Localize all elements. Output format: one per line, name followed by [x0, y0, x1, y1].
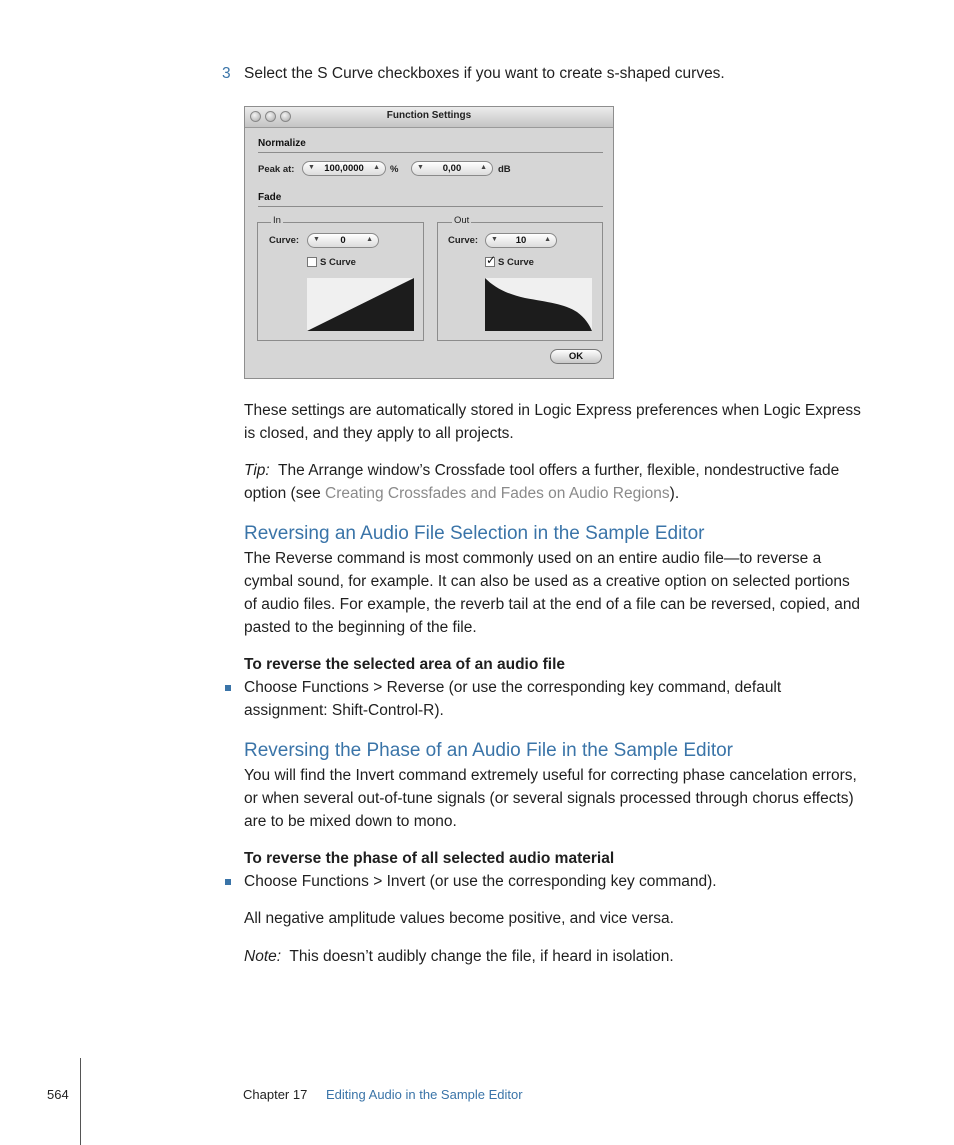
- bullet-icon: [225, 685, 231, 691]
- section2-line2: or when several out-of-tune signals (or several signals processed through chorus effects): [244, 790, 854, 807]
- in-curve-value: 0: [340, 235, 346, 246]
- section2-line1: You will find the Invert command extremely useful for correcting phase cancelation errors,: [244, 767, 857, 784]
- in-curve-stepper[interactable]: [307, 233, 379, 248]
- step-text: Select the S Curve checkboxes if you want to create s-shaped curves.: [244, 65, 725, 82]
- arrow-down-icon[interactable]: ▼: [417, 164, 424, 171]
- tip-text-pre: option (see: [244, 485, 325, 502]
- arrow-up-icon[interactable]: ▲: [373, 164, 380, 171]
- percent-unit: %: [390, 164, 399, 175]
- section1-task-heading: To reverse the selected area of an audio file: [244, 656, 566, 673]
- peak-label: Peak at:: [258, 164, 295, 175]
- fade-in-label: In: [273, 215, 281, 226]
- tip-line2: [244, 482, 679, 505]
- section1-line4: pasted to the beginning of the file.: [244, 619, 477, 636]
- arrow-down-icon[interactable]: ▼: [313, 236, 320, 243]
- in-scurve-checkbox[interactable]: [307, 257, 317, 267]
- fade-out-group: [437, 215, 603, 341]
- footer-chapter: Chapter 17: [243, 1087, 308, 1102]
- tip-line1: [244, 459, 839, 482]
- section1-line3: of audio files. For example, the reverb tail at the end of a file can be reversed, copied, and: [244, 596, 861, 613]
- footer-divider: [80, 1058, 81, 1145]
- tip-text-line1: The Arrange window’s Crossfade tool offers a further, flexible, nondestructive fade: [278, 462, 840, 479]
- dialog-titlebar: [245, 107, 613, 128]
- in-scurve-label: S Curve: [320, 257, 356, 268]
- normalize-label: Normalize: [258, 138, 306, 149]
- page-number: 564: [47, 1087, 69, 1102]
- in-curve-label: Curve:: [269, 235, 300, 246]
- fade-divider: [258, 206, 603, 207]
- out-curve-label: Curve:: [448, 235, 479, 246]
- fade-label: Fade: [258, 192, 282, 203]
- peak-value: 100,0000: [324, 163, 364, 174]
- out-curve-value: 10: [515, 235, 527, 246]
- peak-value-stepper[interactable]: [302, 161, 386, 176]
- settings-paragraph-line2: is closed, and they apply to all projects.: [244, 425, 514, 442]
- section-heading-reverse: Reversing an Audio File Selection in the Sample Editor: [244, 523, 705, 544]
- dialog-title: Function Settings: [386, 110, 472, 121]
- step-line: [222, 62, 231, 85]
- fade-out-curve-preview: [485, 278, 592, 331]
- db-value: 0,00: [442, 163, 462, 174]
- arrow-down-icon[interactable]: ▼: [491, 236, 498, 243]
- out-scurve-label: S Curve: [498, 257, 534, 268]
- settings-paragraph-line1: These settings are automatically stored in Logic Express preferences when Logic Express: [244, 402, 861, 419]
- section2-after-text: All negative amplitude values become positive, and vice versa.: [244, 910, 674, 927]
- db-unit: dB: [498, 164, 511, 175]
- section2-task-heading: To reverse the phase of all selected audio material: [244, 850, 615, 867]
- checkmark-icon: ✓: [486, 253, 497, 267]
- function-settings-dialog: [244, 106, 614, 379]
- fade-in-curve-preview: [307, 278, 414, 331]
- fade-in-group: [257, 215, 424, 341]
- arrow-down-icon[interactable]: ▼: [308, 164, 315, 171]
- arrow-up-icon[interactable]: ▲: [544, 236, 551, 243]
- section1-line1: The Reverse command is most commonly used on an entire audio file—to reverse a: [244, 550, 822, 567]
- db-value-stepper[interactable]: [411, 161, 493, 176]
- out-curve-stepper[interactable]: [485, 233, 557, 248]
- footer-chapter-title: Editing Audio in the Sample Editor: [326, 1087, 523, 1102]
- crossfades-link[interactable]: Creating Crossfades and Fades on Audio Regions: [325, 485, 670, 502]
- section1-bullet-line1: Choose Functions > Reverse (or use the corresponding key command, default: [244, 679, 782, 696]
- note-label: Note:: [244, 948, 282, 965]
- tip-text-post: ).: [669, 485, 680, 502]
- step-number: 3: [222, 65, 231, 82]
- section1-line2: cymbal sound, for example. It can also be used as a creative option on selected portions: [244, 573, 850, 590]
- arrow-up-icon[interactable]: ▲: [480, 164, 487, 171]
- fade-in-curve-shape: [307, 278, 414, 331]
- tip-label: Tip:: [244, 462, 270, 479]
- note-line: [244, 945, 674, 968]
- section1-bullet-line2: assignment: Shift-Control-R).: [244, 702, 444, 719]
- bullet-icon: [225, 879, 231, 885]
- out-scurve-checkbox[interactable]: [485, 253, 497, 267]
- section2-bullet-line1: Choose Functions > Invert (or use the corresponding key command).: [244, 873, 717, 890]
- ok-button[interactable]: OK: [550, 349, 602, 364]
- section-heading-phase: Reversing the Phase of an Audio File in the Sample Editor: [244, 740, 734, 761]
- arrow-up-icon[interactable]: ▲: [366, 236, 373, 243]
- section2-line3: are to be mixed down to mono.: [244, 813, 457, 830]
- fade-out-curve-shape: [485, 278, 592, 331]
- normalize-divider: [258, 152, 603, 153]
- fade-out-label: Out: [454, 215, 470, 226]
- note-text: This doesn’t audibly change the file, if heard in isolation.: [289, 948, 674, 965]
